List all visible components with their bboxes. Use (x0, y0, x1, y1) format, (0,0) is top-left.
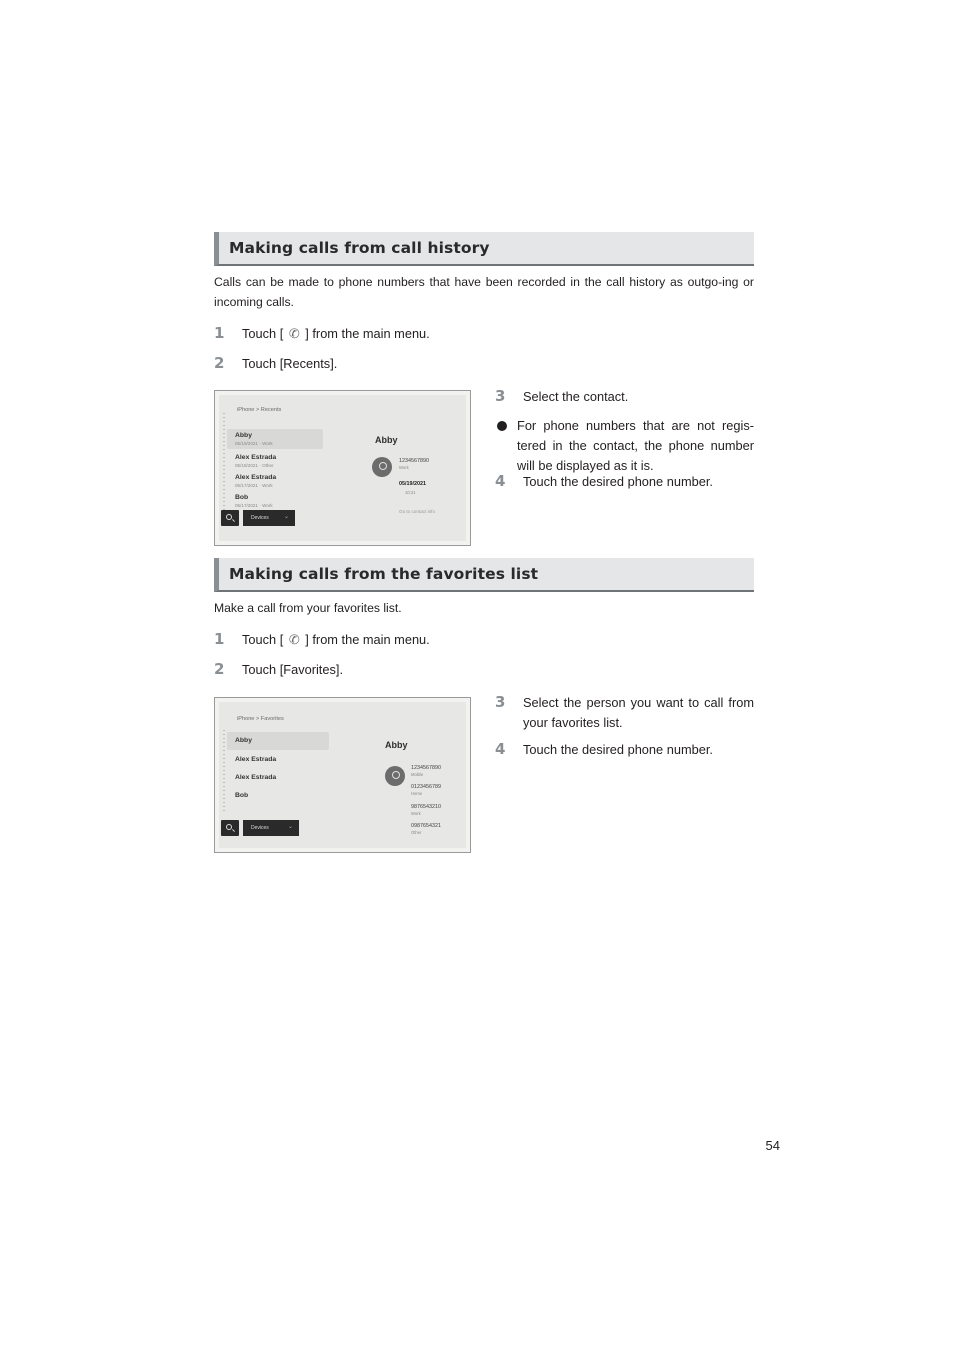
step-4 (495, 472, 713, 492)
phone-number: 0987654321 (411, 823, 441, 829)
step-4 (495, 740, 713, 760)
chevron-down-icon: ⌄ (287, 824, 293, 830)
step-number: 4 (495, 472, 506, 490)
step-text: Touch [Favorites]. (242, 662, 343, 677)
step-text: Touch [ ✆ ] from the main menu. (242, 630, 430, 650)
bullet-note (495, 416, 754, 476)
list-item: Abby (227, 732, 329, 750)
step-number: 2 (214, 660, 225, 678)
section-header-favorites (214, 558, 754, 592)
avatar-icon (372, 457, 392, 477)
phone-number-label: Other (411, 830, 422, 835)
contact-info-link: Go to contact info (399, 509, 436, 514)
step-number: 1 (214, 324, 225, 342)
search-icon (226, 824, 232, 830)
search-button (221, 820, 239, 836)
contact-name: Abby (375, 435, 398, 445)
step-1 (214, 630, 430, 650)
phone-number: 1234567890 (399, 458, 429, 464)
step-number: 3 (495, 387, 506, 405)
step-2 (214, 660, 343, 680)
section-title: Making calls from call history (229, 239, 490, 257)
devices-button: Devices ⌄ (243, 510, 295, 526)
breadcrumb: iPhone > Favorites (237, 716, 284, 722)
step-number: 1 (214, 630, 225, 648)
avatar-icon (385, 766, 405, 786)
step-2 (214, 354, 337, 374)
page-number: 54 (765, 1138, 780, 1153)
intro-paragraph: Make a call from your favorites list. (214, 601, 402, 615)
intro-paragraph: Calls can be made to phone numbers that have been recorded in the call history as outgo-ing or incoming calls. (214, 275, 754, 309)
section-header-call-history (214, 232, 754, 266)
breadcrumb: iPhone > Recents (237, 407, 282, 413)
phone-number-label: Home (411, 791, 423, 796)
list-item: Bob 05/17/2021 · Work (235, 494, 273, 508)
list-item: Alex Estrada 05/18/2021 · Other (235, 454, 277, 468)
step-text: Select the contact. (523, 389, 629, 404)
phone-number-label: Mobile (411, 772, 424, 777)
contact-name: Abby (385, 740, 408, 750)
chevron-down-icon: ⌄ (283, 514, 289, 520)
step-3 (495, 387, 628, 407)
section-title: Making calls from the favorites list (229, 565, 539, 583)
bullet-icon (497, 421, 507, 431)
devices-button: Devices ⌄ (243, 820, 299, 836)
bullet-text: For phone numbers that are not regis-tered in the contact, the phone number will be displayed as it is. (517, 418, 754, 473)
list-item: Bob (235, 792, 249, 799)
step-text: Touch the desired phone number. (523, 474, 713, 489)
step-text: Touch [ ✆ ] from the main menu. (242, 324, 430, 344)
phone-number-label: Work (399, 465, 409, 470)
phone-number: 0123456789 (411, 784, 441, 790)
phone-number: 1234567890 (411, 765, 441, 771)
list-item: Alex Estrada (235, 774, 277, 781)
list-scroll-indicator (223, 413, 225, 513)
phone-icon: ✆ (288, 632, 300, 647)
favorites-screenshot (214, 697, 471, 853)
step-number: 2 (214, 354, 225, 372)
phone-number: 9876543210 (411, 804, 441, 810)
call-time: 10:21 (405, 490, 416, 495)
list-item: Alex Estrada 05/17/2021 · Work (235, 474, 277, 488)
step-number: 4 (495, 740, 506, 758)
phone-number-label: Work (411, 811, 421, 816)
step-number: 3 (495, 693, 506, 711)
recents-screenshot (214, 390, 471, 546)
step-text: Touch [Recents]. (242, 356, 338, 371)
step-text: Select the person you want to call from your favorites list. (523, 695, 754, 730)
list-item: Alex Estrada (235, 756, 277, 763)
call-date: 05/19/2021 (399, 481, 426, 487)
list-item: Abby 05/19/2021 · Work (227, 429, 323, 449)
search-button (221, 510, 239, 526)
search-icon (226, 514, 232, 520)
phone-icon: ✆ (288, 326, 300, 341)
list-scroll-indicator (223, 730, 225, 814)
step-1 (214, 324, 430, 344)
step-3 (495, 693, 754, 733)
step-text: Touch the desired phone number. (523, 742, 713, 757)
